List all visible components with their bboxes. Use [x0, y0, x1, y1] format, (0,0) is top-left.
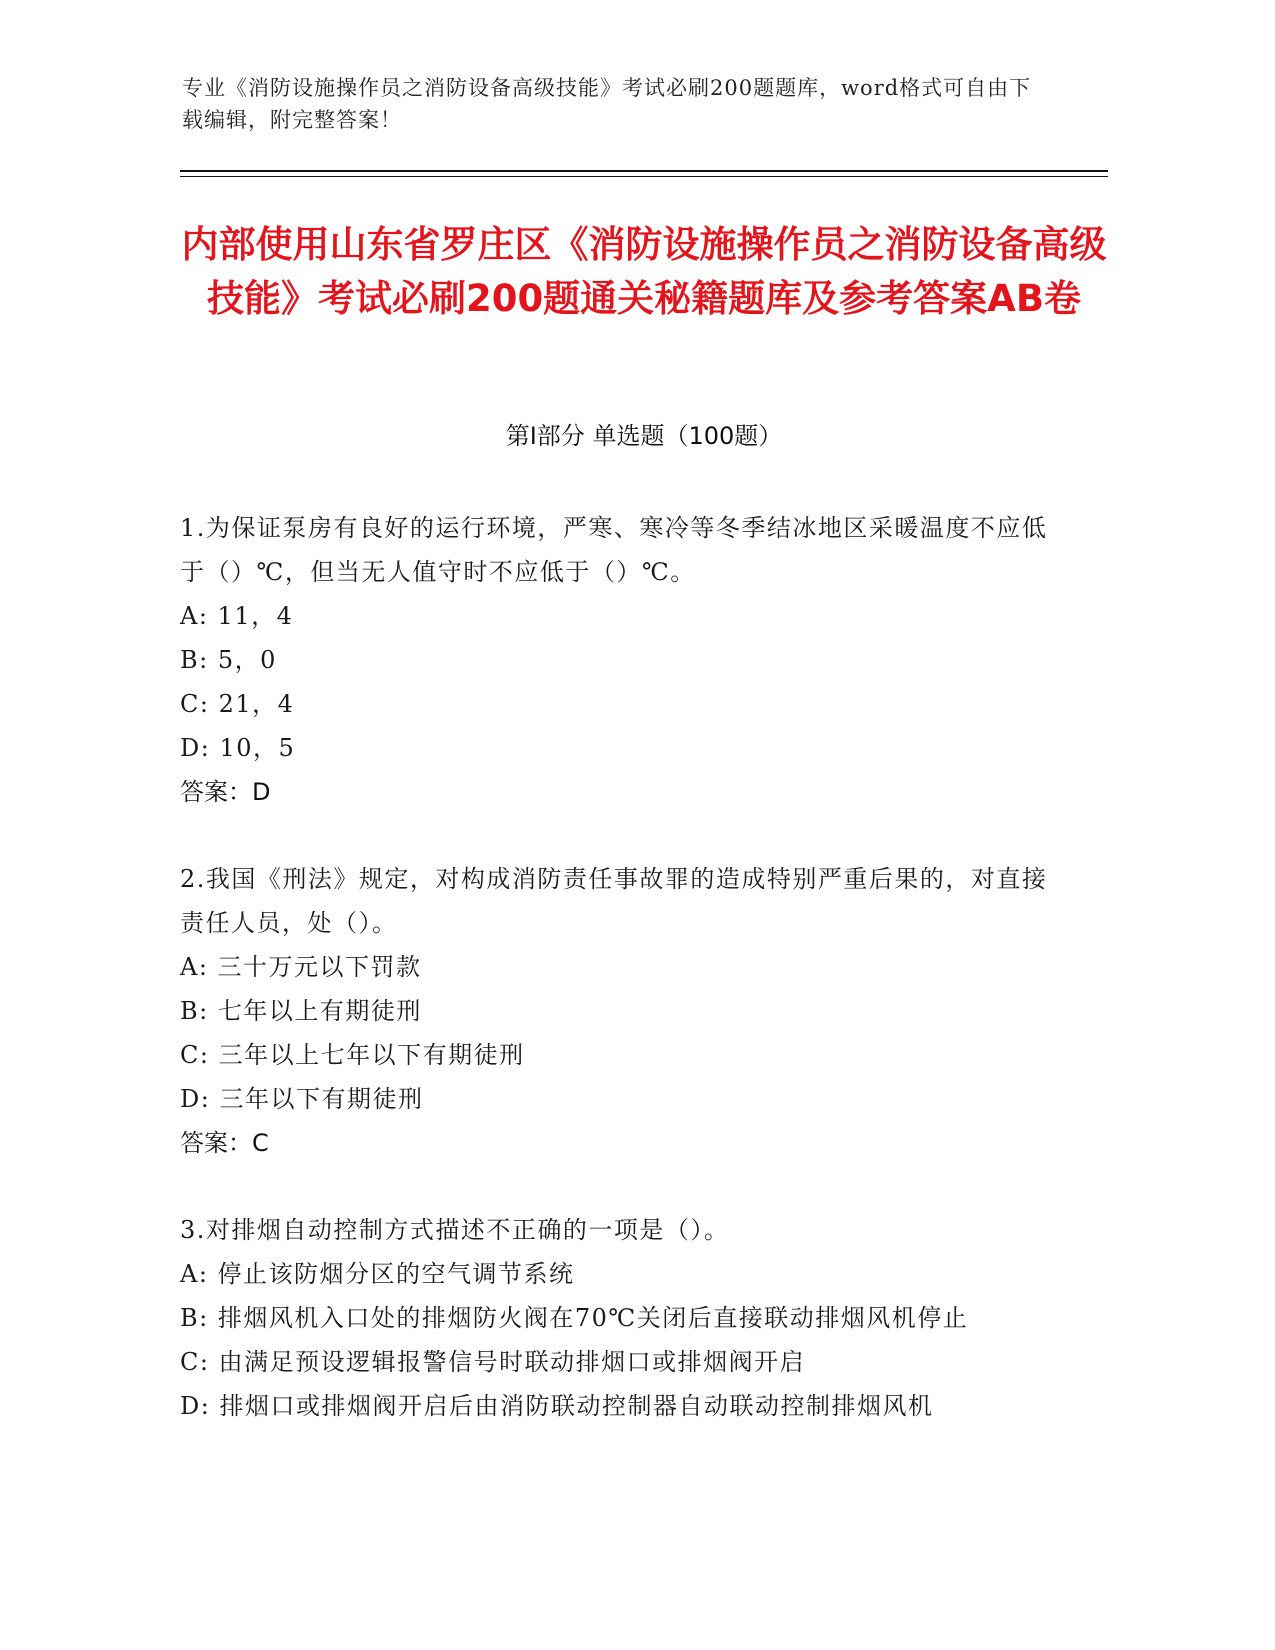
question-stem: 1.为保证泵房有良好的运行环境，严寒、寒冷等冬季结冰地区采暖温度不应低于（）℃，但当无人值守时不应低于（）℃。 [180, 514, 1048, 586]
option-c: C: 三年以上七年以下有期徒刑 [180, 1041, 525, 1069]
option-c: C: 由满足预设逻辑报警信号时联动排烟口或排烟阀开启 [180, 1348, 806, 1376]
option-b: B: 排烟风机入口处的排烟防火阀在70℃关闭后直接联动排烟风机停止 [180, 1304, 969, 1332]
option-d: D: 10，5 [180, 734, 296, 762]
header-rule-thin [180, 176, 1108, 177]
question-stem: 2.我国《刑法》规定，对构成消防责任事故罪的造成特别严重后果的，对直接责任人员，处（）。 [180, 865, 1048, 937]
section-title: 第Ⅰ部分 单选题（100题） [505, 422, 783, 450]
question-2 [180, 857, 1060, 1165]
option-b: B: 七年以上有期徒刑 [180, 997, 422, 1025]
option-b: B: 5，0 [180, 646, 277, 674]
answer: 答案：C [180, 1129, 269, 1157]
option-d: D: 排烟口或排烟阀开启后由消防联动控制器自动联动控制排烟风机 [180, 1392, 934, 1420]
document-title: 内部使用山东省罗庄区《消防设施操作员之消防设备高级技能》考试必刷200题通关秘籍题库及参考答案AB卷 [181, 223, 1107, 320]
option-d: D: 三年以下有期徒刑 [180, 1085, 424, 1113]
question-1 [180, 506, 1060, 814]
question-3 [180, 1208, 1060, 1428]
question-stem: 3.对排烟自动控制方式描述不正确的一项是（）。 [180, 1216, 730, 1244]
option-a: A: 三十万元以下罚款 [180, 953, 422, 981]
option-c: C: 21，4 [180, 690, 295, 718]
header-rule-thick [180, 170, 1108, 172]
answer: 答案：D [180, 778, 271, 806]
header-note: 专业《消防设施操作员之消防设备高级技能》考试必刷200题题库，word格式可自由下载编辑，附完整答案！ [182, 76, 1032, 132]
question-list [180, 506, 1060, 1471]
option-a: A: 11，4 [180, 602, 294, 630]
option-a: A: 停止该防烟分区的空气调节系统 [180, 1260, 575, 1288]
